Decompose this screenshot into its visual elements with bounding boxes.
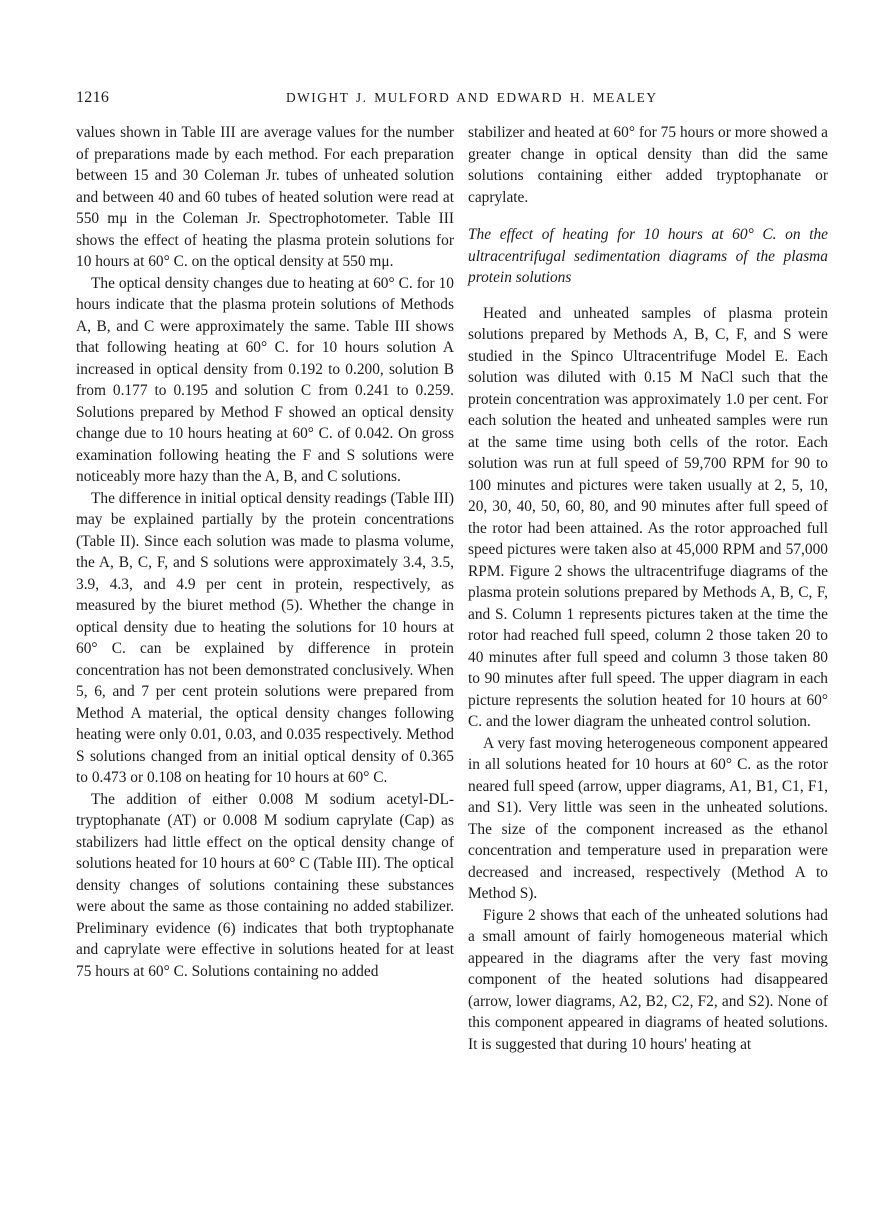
paragraph: stabilizer and heated at 60° for 75 hours or more showed a greater change in optical density than did the same solutions containing either added tryptophanate or caprylate. bbox=[468, 124, 828, 206]
right-column bbox=[468, 122, 828, 1055]
paragraph: The difference in initial optical density readings (Table III) may be explained partially by the protein concentrations (Table II). Since each solution was made to plasma volume, the A, B, C, F, and S solutions were approximately 3.4, 3.5, 3.9, 4.3, and 4.9 per cent in protein, respectively, as measured by the biuret method (5). Whether the change in optical density due to heating the solutions for 10 hours at 60° C. can be explained by difference in protein concentration has not been demonstrated conclusively. When 5, 6, and 7 per cent protein solutions were prepared from Method A material, the optical density changes following heating were only 0.01, 0.03, and 0.035 respectively. Method S solutions changed from an initial optical density of 0.365 to 0.473 or 0.108 on heating for 10 hours at 60° C. bbox=[76, 489, 454, 786]
paragraph: Figure 2 shows that each of the unheated solutions had a small amount of fairly homogeneous material which appeared in the diagrams after the very fast moving component of the heated solutions had disappeared (arrow, lower diagrams, A2, B2, C2, F2, and S2). None of this component appeared in diagrams of heated solutions. It is suggested that during 10 hours' heating at bbox=[468, 906, 828, 1053]
page-number: 1216 bbox=[76, 89, 110, 106]
paragraph: A very fast moving heterogeneous component appeared in all solutions heated for 10 hours at 60° C. as the rotor neared full speed (arrow, upper diagrams, A1, B1, C1, F1, and S1). Very little was seen in the unheated solutions. The size of the component increased as the ethanol concentration and temperature used in preparation were decreased and increased, respectively (Method A to Method S). bbox=[468, 734, 828, 902]
running-head: DWIGHT J. MULFORD AND EDWARD H. MEALEY bbox=[286, 90, 658, 105]
paragraph: The optical density changes due to heating at 60° C. for 10 hours indicate that the plasma protein solutions of Methods A, B, and C were approximately the same. Table III shows that following heating at 60° C. for 10 hours solution A increased in optical density from 0.192 to 0.200, solution B from 0.177 to 0.195 and solution C from 0.241 to 0.259. Solutions prepared by Method F showed an optical density change due to 10 hours heating at 60° C. of 0.042. On gross examination following heating the F and S solutions were noticeably more hazy than the A, B, and C solutions. bbox=[76, 274, 454, 485]
paragraph-text: The addition of either 0.008 M sodium acetyl- bbox=[91, 790, 429, 808]
left-column bbox=[76, 122, 454, 982]
section-heading: The effect of heating for 10 hours at 60° C. on the ultracentrifugal sedimentation diagrams of the plasma protein solutions bbox=[468, 226, 828, 286]
paragraph: Heated and unheated samples of plasma protein solutions prepared by Methods A, B, C, F, and S were studied in the Spinco Ultracentrifuge Model E. Each solution was diluted with 0.15 M NaCl such that the protein concentration was approximately 1.0 per cent. For each solution the heated and unheated samples were run at the same time using both cells of the rotor. Each solution was run at full speed of 59,700 RPM for 90 to 100 minutes and pictures were taken usually at 2, 5, 10, 20, 30, 40, 50, 60, 80, and 90 minutes after full speed of the rotor had been attained. As the rotor approached full speed pictures were taken also at 45,000 RPM and 57,000 RPM. Figure 2 shows the ultracentrifuge diagrams of the plasma protein solutions prepared by Methods A, B, C, F, and S. Column 1 represents pictures taken at the time the rotor had reached full speed, column 2 those taken 20 to 40 minutes after full speed and column 3 those taken 80 to 90 minutes after full speed. The upper diagram in each picture represents the solution heated for 10 hours at 60° C. and the lower diagram the unheated control solution. bbox=[468, 304, 828, 730]
small-caps-prefix: DL bbox=[428, 790, 449, 808]
paragraph-text: -tryptophanate (AT) or 0.008 M sodium caprylate (Cap) as stabilizers had little effect on the optical density change of solutions heated for 10 hours at 60° C (Table III). The optical density changes of solutions containing these substances were about the same as those containing no added stabilizer. Preliminary evidence (6) indicates that both tryptophanate and caprylate were effective in solutions heated for at least 75 hours at 60° C. Solutions containing no added bbox=[76, 790, 454, 980]
paragraph: values shown in Table III are average values for the number of preparations made by each method. For each preparation between 15 and 30 Coleman Jr. tubes of unheated solution and between 40 and 60 tubes of heated solution were read at 550 mμ in the Coleman Jr. Spectrophotometer. Table III shows the effect of heating the plasma protein solutions for 10 hours at 60° C. on the optical density at 550 mμ. bbox=[76, 124, 454, 270]
paragraph bbox=[76, 789, 454, 983]
